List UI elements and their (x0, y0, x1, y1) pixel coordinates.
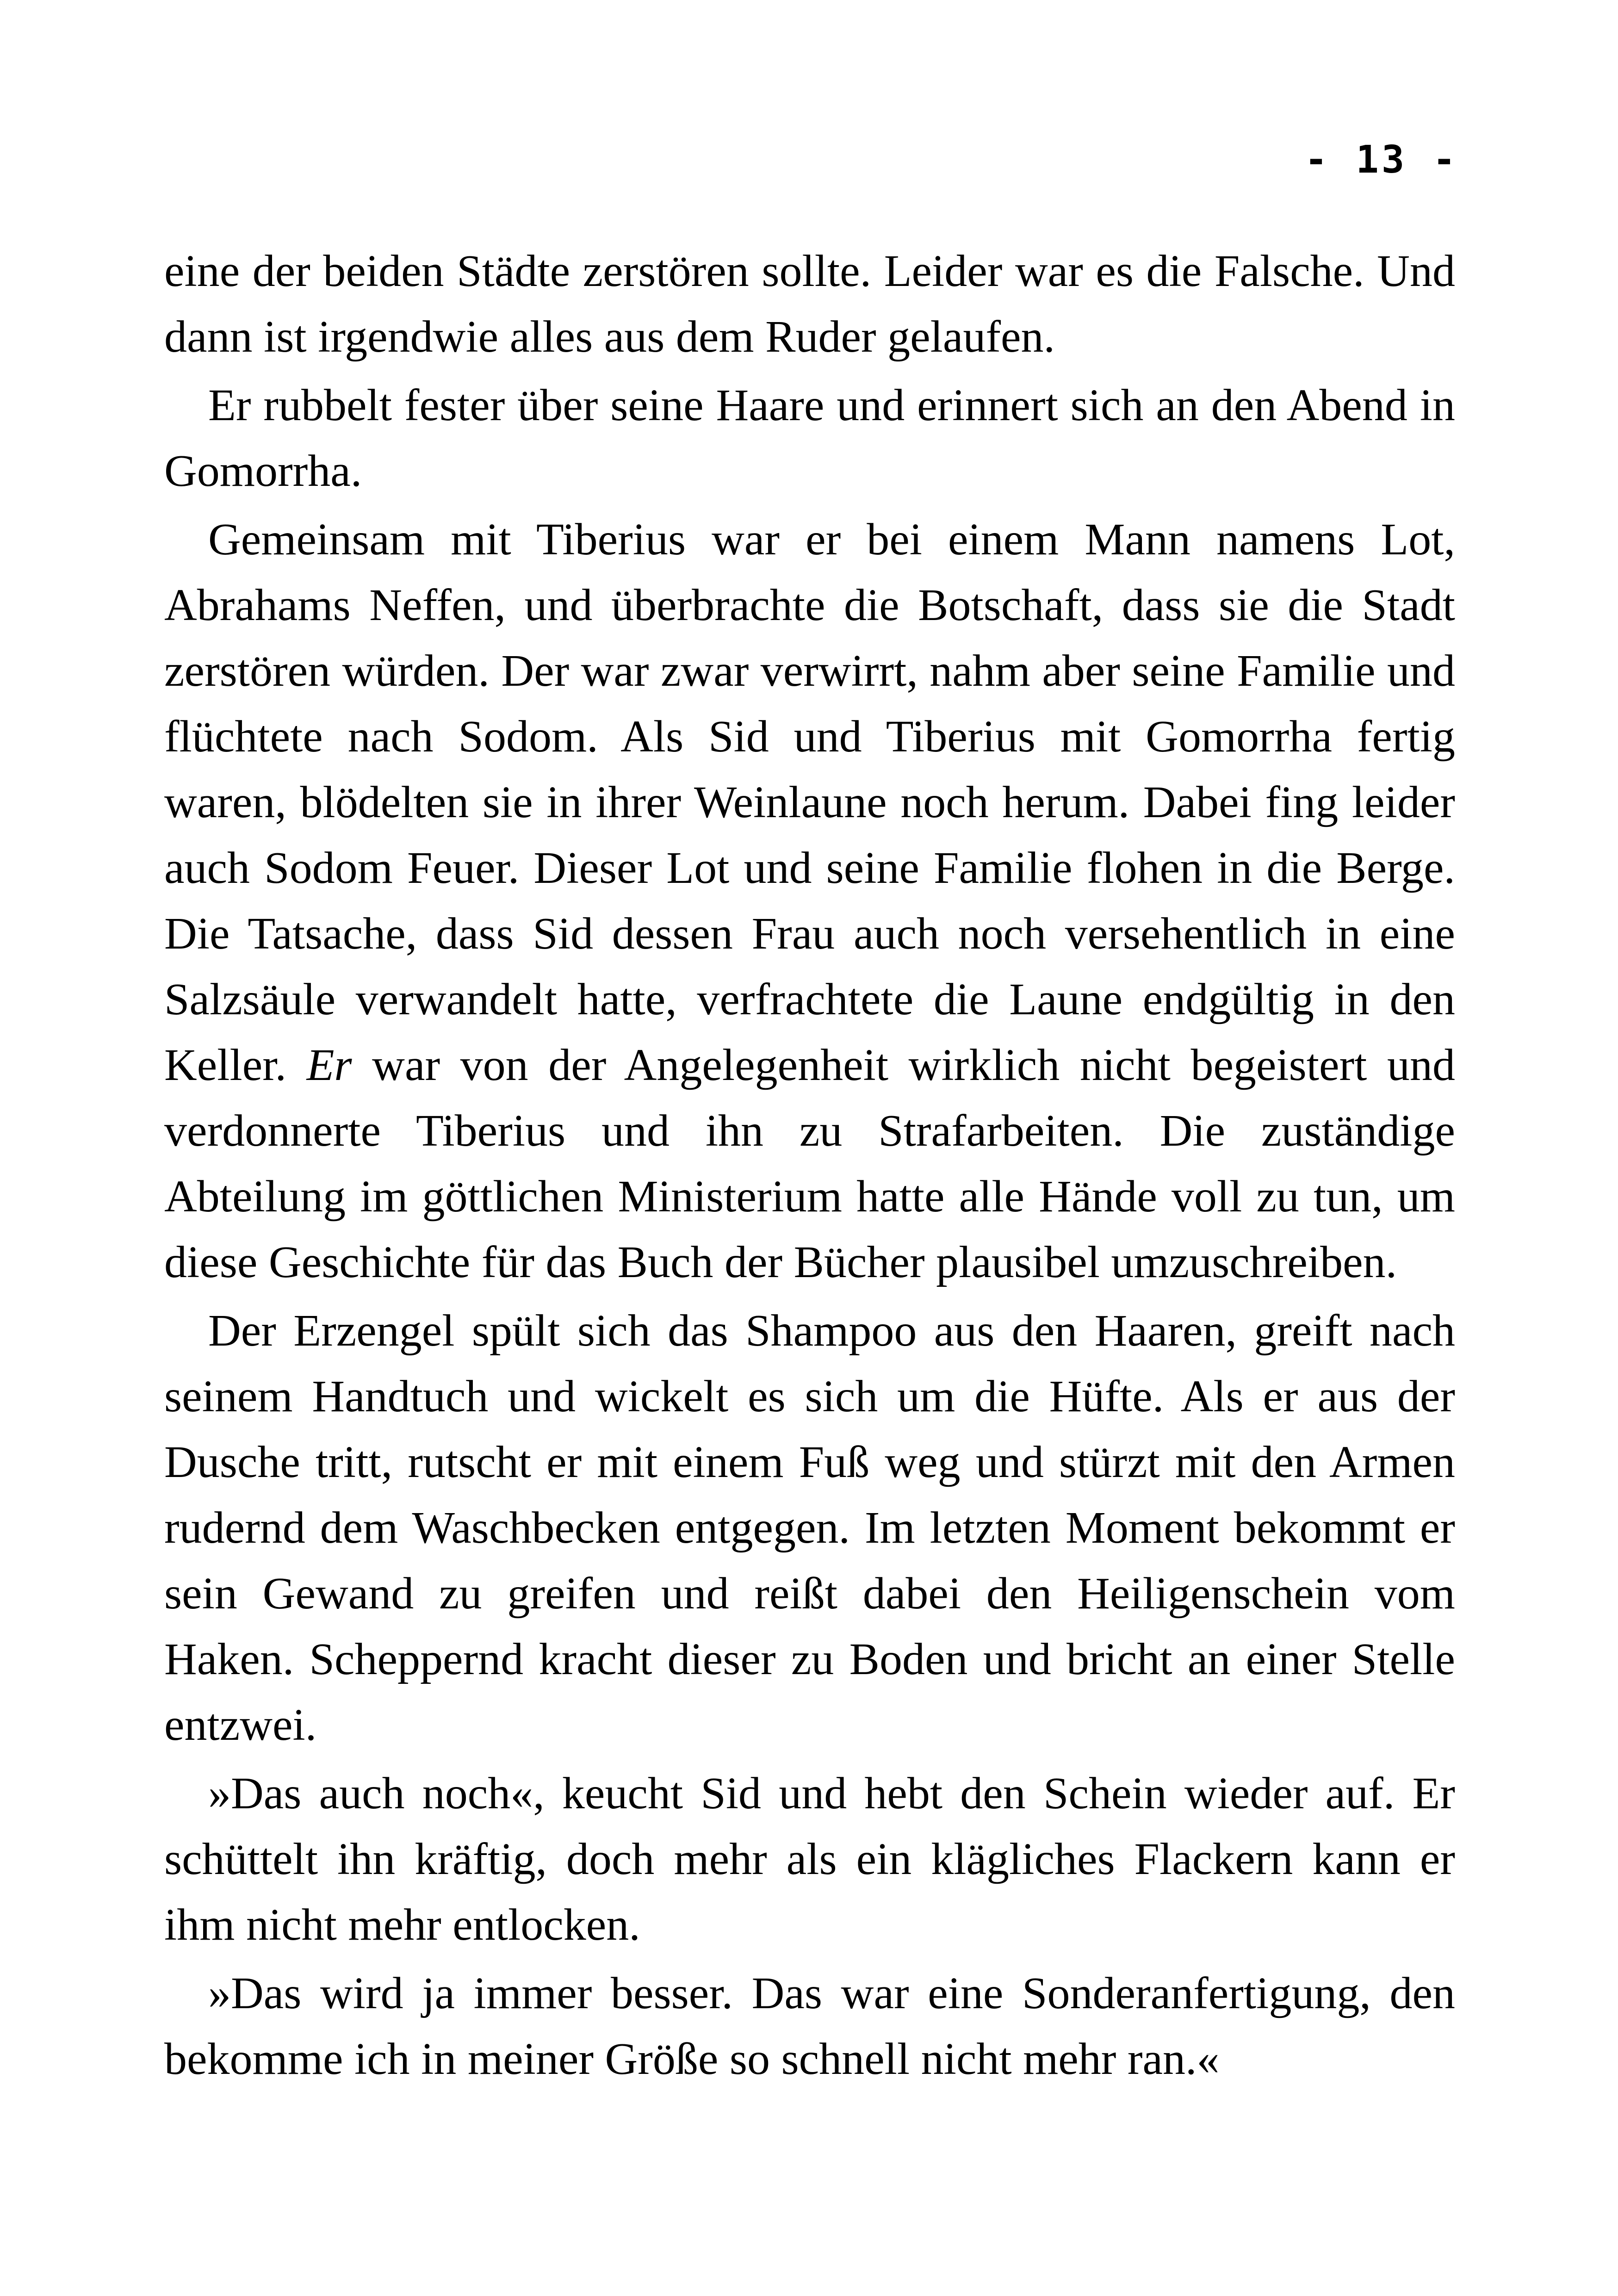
paragraph-text: war von der Angelegenheit wirklich nicht begeistert und verdonnerte Tiberius und ihn zu Strafarbeiten. Die zuständige Abteilung im göttlichen Ministerium hatte alle Hände voll zu tun, um diese Geschichte für das Buch der Bücher plausibel umzuschreiben. (164, 1040, 1455, 1287)
paragraph: »Das wird ja immer besser. Das war eine Sonderanfertigung, den bekomme ich in meiner Größe so schnell nicht mehr ran.« (164, 1968, 1455, 2084)
italic-emphasis: Er (306, 1040, 352, 1090)
paragraph: eine der beiden Städte zerstören sollte. Leider war es die Falsche. Und dann ist irgendwie alles aus dem Ruder gelaufen. (164, 246, 1455, 362)
paragraph: Der Erzengel spült sich das Shampoo aus den Haaren, greift nach seinem Handtuch und wickelt es sich um die Hüfte. Als er aus der Dusche tritt, rutscht er mit einem Fuß weg und stürzt mit den Armen rudernd dem Waschbecken entgegen. Im letzten Moment bekommt er sein Gewand zu greifen und reißt dabei den Heiligenschein vom Haken. Scheppernd kracht dieser zu Boden und bricht an einer Stelle entzwei. (164, 1306, 1455, 1750)
paragraph (164, 507, 1455, 1295)
paragraph: »Das auch noch«, keucht Sid und hebt den Schein wieder auf. Er schüttelt ihn kräftig, doch mehr als ein klägliches Flackern kann er ihm nicht mehr entlocken. (164, 1769, 1455, 1950)
paragraph-text: Gemeinsam mit Tiberius war er bei einem Mann namens Lot, Abrahams Neffen, und überbrachte die Botschaft, dass sie die Stadt zerstören würden. Der war zwar verwirrt, nahm aber seine Familie und flüchtete nach Sodom. Als Sid und Tiberius mit Gomorrha fertig waren, blödelten sie in ihrer Weinlaune noch herum. Dabei fing leider auch Sodom Feuer. Dieser Lot und seine Familie flohen in die Berge. Die Tatsache, dass Sid dessen Frau auch noch versehentlich in eine Salzsäule verwandelt hatte, verfrachtete die Laune endgültig in den Keller. (164, 515, 1455, 1090)
body-text (164, 238, 1455, 2092)
page-number: - 13 - (1304, 138, 1458, 182)
paragraph: Er rubbelt fester über seine Haare und erinnert sich an den Abend in Gomorrha. (164, 380, 1455, 496)
